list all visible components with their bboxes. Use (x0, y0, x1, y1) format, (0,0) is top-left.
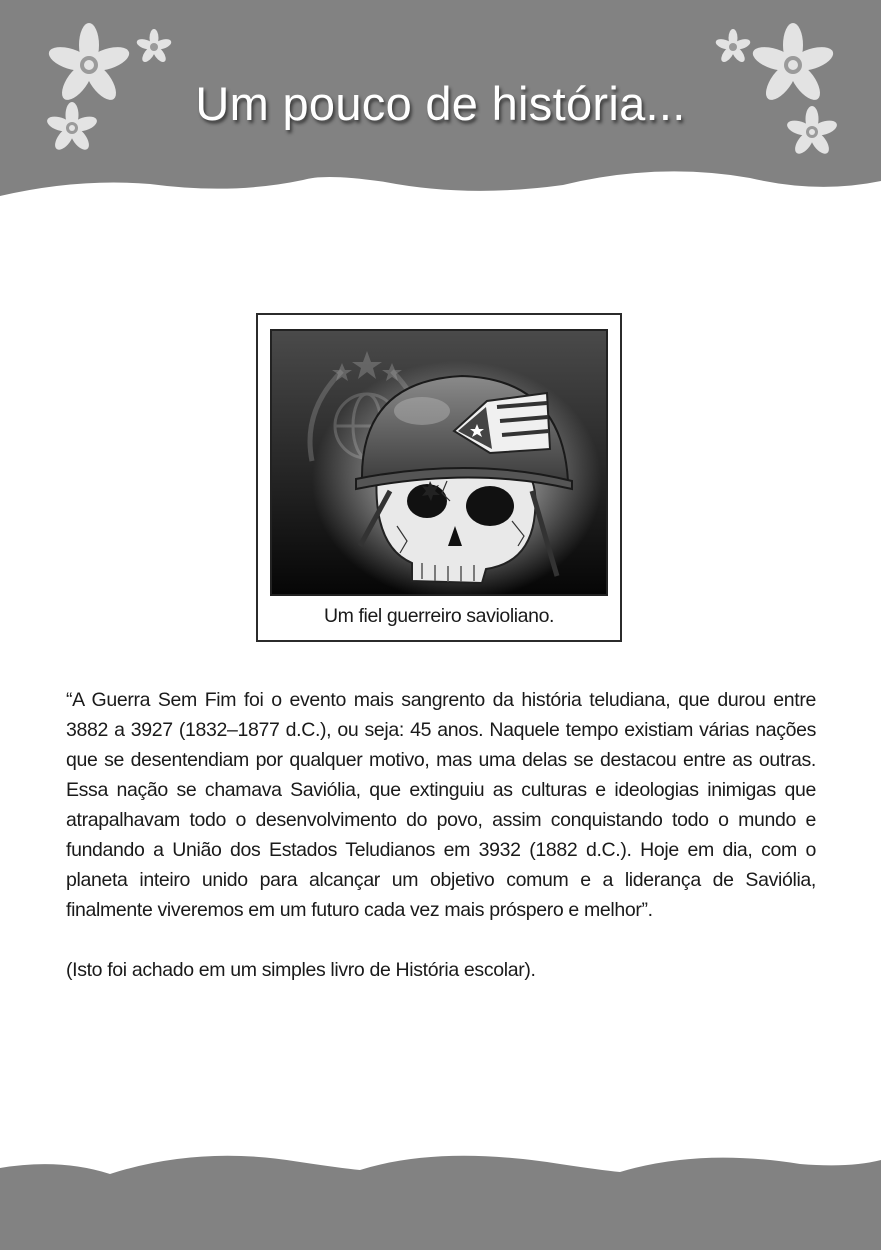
article-note: (Isto foi achado em um simples livro de História escolar). (66, 959, 536, 981)
footer-band (0, 1140, 881, 1250)
footer-wave-shape (0, 1140, 881, 1250)
flower-icon (135, 28, 173, 66)
figure-caption: Um fiel guerreiro savioliano. (323, 605, 555, 627)
article-quote: “A Guerra Sem Fim foi o evento mais sangrento da história teludiana, que durou entre 3882 a 3927 (1832–1877 d.C.), ou seja: 45 anos. Naquele tempo existiam várias nações que se desentendiam por qualquer motivo, mas uma delas se destacou entre as outras. Essa nação se chamava Saviólia, que extinguiu as culturas e ideologias inimigas que atrapalhavam todo o desenvolvimento do povo, assim conquistando todo o mundo e fundando a União dos Estados Teludianos em 3932 (1882 d.C.). Hoje em dia, com o planeta inteiro unido para alcançar um objetivo comum e a liderança de Saviólia, finalmente viveremos em um futuro cada vez mais próspero e melhor”. (66, 689, 816, 921)
flower-icon (714, 28, 752, 66)
page-title: Um pouco de história... (195, 77, 686, 130)
figure-frame (256, 313, 622, 642)
figure-image (270, 329, 608, 596)
article-body (66, 685, 816, 985)
